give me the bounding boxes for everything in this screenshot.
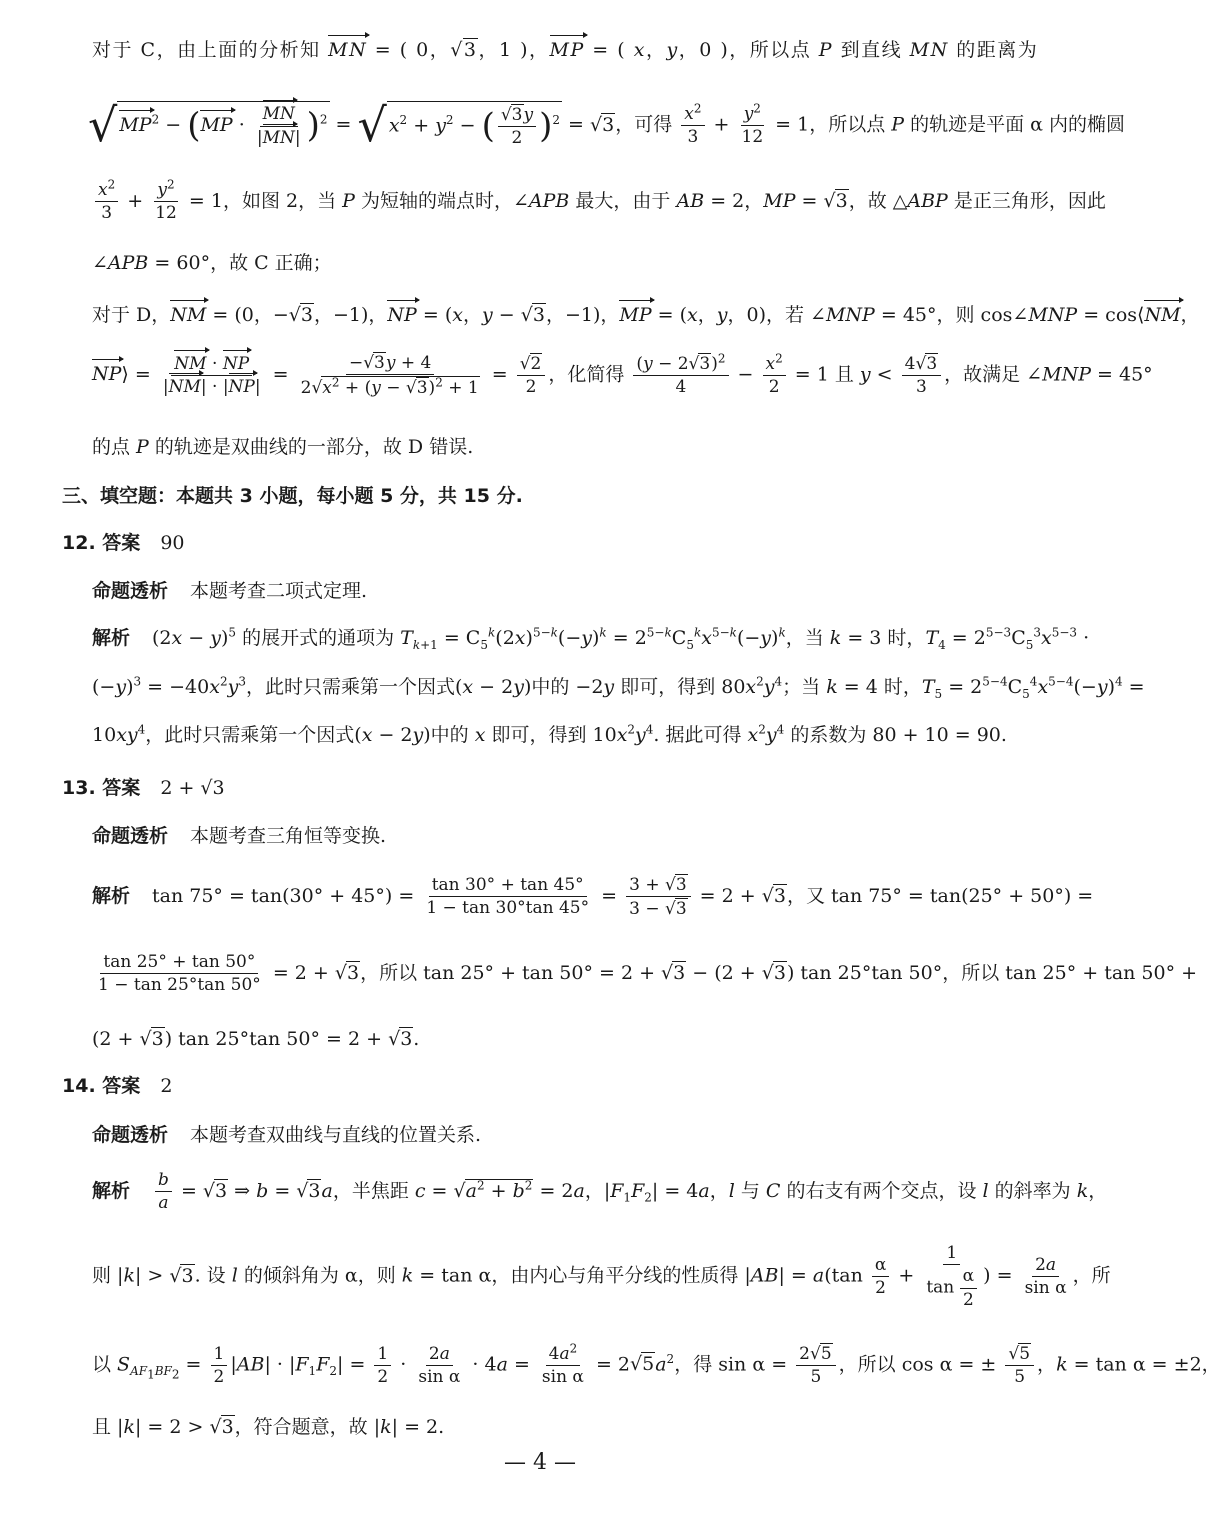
q13-solution-line-1: 解析 tan 75° = tan(30° + 45°) = $\frac{\tan 30^\circ + \tan 45^\circ}{1 - \tan 30^\circ\tan 45^\circ}$ = $\frac{3 + √3}{3 - √3}$ = 2 + √3，又 tan 75° = tan(25° + 50°) = — [92, 875, 1094, 920]
q14-solution-line-2: 则 |k| > √3. 设 l 的倾斜角为 α，则 k = tan α，由内心与角平分线的性质得 |AB| = a(tan $\frac{\alpha}{2}$ + 1 tan $\frac{\alpha}{2}$ ) = $\frac{2a}{\text{sin α}}$ ，所 — [92, 1243, 1111, 1310]
q12-topic-label: 命题透析 — [92, 580, 169, 602]
q12-solution-line-2: $(-y)^3 = -40x^2y^3$，此时只需乘第一个因式(x − 2y)中的 −2y 即可，得到 $80x^2y^4$；当 k = 4 时，$T_5 = 2^{5-4}C_5^4x^{5-4}(-y)^4$ = — [92, 674, 1145, 701]
q12-answer-line — [62, 532, 185, 555]
q14-solution-line-4: 且 |k| = 2 > √3，符合题意，故 |k| = 2. — [92, 1416, 445, 1438]
q12-topic-line — [92, 580, 367, 603]
q13-solution-line-2: $\frac{\tan 25^\circ + \tan 50^\circ}{1 - \tan 25^\circ\tan 50^\circ}$ = 2 + √3，所以 tan 25° + tan 50° = 2 + √3 − (2 + √3) tan 25°tan 50°，所以 tan 25° + tan 50° + — [98, 952, 1198, 996]
solution-line-c-ellipse: $\frac{x^2}{3}$ + $\frac{y^2}{12}$ = 1，如图 2，当 P 为短轴的端点时，∠APB 最大，由于 AB = 2，MP = √3，故 △ABP 是正三角形，因此 — [92, 180, 1106, 224]
solution-line-d-conclusion: 的点 P 的轨迹是双曲线的一部分，故 D 错误. — [92, 436, 474, 458]
solution-line-c-distance: √ $MP^2 - (MP$ · $\frac{MN}{|MN|}$ )$^2$ = √ $x^2 + y^2$ − ( $\frac{√3y}{2}$ )$^2$ = √3，可得 $\frac{x^2}{3}$ + $\frac{y^2}{12}$ = 1，所以点 P 的轨迹是平面 α 内的椭圆 — [88, 98, 1126, 152]
q14-answer-line — [62, 1075, 172, 1098]
solution-line-d-cosine: NP⟩ = $\frac{NM \cdot NP}{|NM| \cdot |NP|}$ = $\frac{-√3y + 4}{2√x^2 + (y - √3)^2 + 1}$ = $\frac{√2}{2}$ ，化简得 $\frac{(y - 2√3)^2}{4}$ − $\frac{x^2}{2}$ = 1 且 y < $\frac{4√3}{3}$ ，故满足 ∠MNP = 45° — [92, 350, 1153, 399]
q14-answer: 2 — [160, 1075, 173, 1097]
q12-number: 12. 答案 — [62, 532, 141, 554]
q14-topic: 本题考查双曲线与直线的位置关系. — [190, 1124, 482, 1146]
q14-topic-label: 命题透析 — [92, 1124, 169, 1146]
q12-answer: 90 — [160, 532, 185, 554]
q14-solution-line-1: 解析 $\frac{b}{a}$ = √3 ⇒ b = √3a，半焦距 $c = √a^2 + b^2 = 2a$，$|F_1F_2| = 4a$，l 与 C 的右支有两个交点，设 l 的斜率为 k， — [92, 1170, 1108, 1214]
q13-topic-line — [92, 825, 386, 848]
q14-topic-line — [92, 1124, 481, 1147]
q12-solution-line-3: $10xy^4$，此时只需乘第一个因式(x − 2y)中的 x 即可，得到 $10x^2y^4$. 据此可得 $x^2y^4$ 的系数为 80 + 10 = 90. — [92, 722, 1007, 746]
q13-number: 13. 答案 — [62, 777, 141, 799]
solution-line-c-intro: 对于 C，由上面的分析知 MN = ( 0，√3，1 )，MP = ( x，y，0 )，所以点 P 到直线 MN 的距离为 — [92, 39, 1039, 61]
q13-solution-line-3: (2 + √3) tan 25°tan 50° = 2 + √3. — [92, 1028, 420, 1050]
q13-topic-label: 命题透析 — [92, 825, 169, 847]
q12-solution-line-1: 解析 $(2x - y)^5$ 的展开式的通项为 $T_{k+1} = C_5^k(2x)^{5-k}(-y)^k = 2^{5-k}C_5^kx^{5-k}(-y)^k$，当 k = 3 时，$T_4 = 2^{5-3}C_5^3x^{5-3}$ · — [92, 625, 1090, 652]
page-number: — 4 — — [504, 1450, 576, 1475]
q13-topic: 本题考查三角恒等变换. — [190, 825, 387, 847]
solution-line-d-intro: 对于 D，NM = (0，−√3，−1)，NP = (x，y − √3，−1)，MP = (x，y，0)，若 ∠MNP = 45°，则 cos∠MNP = cos⟨NM， — [92, 304, 1200, 326]
q12-topic: 本题考查二项式定理. — [190, 580, 368, 602]
section-heading: 三、填空题：本题共 3 小题，每小题 5 分，共 15 分. — [62, 485, 523, 507]
q13-answer-line — [62, 777, 225, 800]
q13-answer: 2 + √3 — [160, 777, 225, 799]
solution-line-c-conclusion: ∠APB = 60°，故 C 正确； — [92, 252, 332, 274]
q14-number: 14. 答案 — [62, 1075, 141, 1097]
q14-solution-line-3: 以 $S_{AF_1BF_2}$ = $\frac{1}{2}$ $|AB| \cdot |F_1F_2|$ = $\frac{1}{2}$ · $\frac{2a}{\text{sin α}}$ · 4a = $\frac{4a^2}{\text{sin α}}$ = $2√5a^2$，得 sin α = $\frac{2√5}{5}$ ，所以 cos α = ± $\frac{√5}{5}$ ，k = tan α = ±2， — [92, 1340, 1221, 1388]
